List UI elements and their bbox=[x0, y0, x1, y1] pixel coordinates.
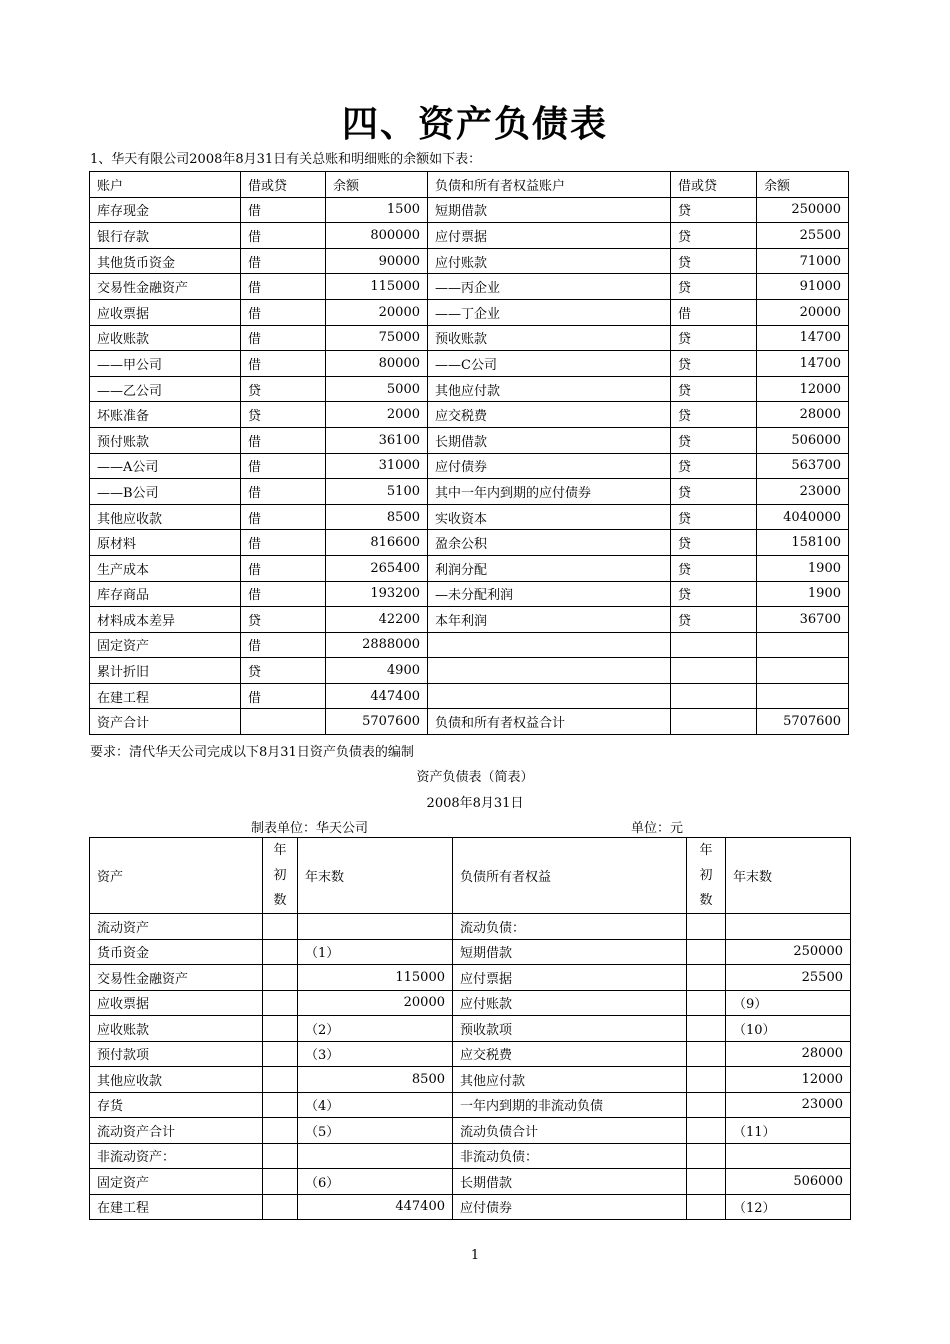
table-cell bbox=[687, 1092, 726, 1118]
table-cell: 固定资产 bbox=[90, 1169, 263, 1195]
table-cell: 应付债券 bbox=[453, 1194, 687, 1220]
table-header-row bbox=[90, 838, 851, 914]
table-cell: （4） bbox=[298, 1092, 453, 1118]
table-row bbox=[90, 479, 849, 505]
table-cell bbox=[671, 658, 757, 684]
table-cell: 36100 bbox=[326, 427, 428, 453]
table-cell: ——丙企业 bbox=[428, 274, 671, 300]
table-row bbox=[90, 1143, 851, 1169]
table-cell: 长期借款 bbox=[428, 427, 671, 453]
table-cell: 累计折旧 bbox=[90, 658, 241, 684]
table-cell bbox=[263, 1016, 298, 1042]
table-cell bbox=[726, 914, 851, 940]
table-cell: 贷 bbox=[671, 504, 757, 530]
table-cell: 贷 bbox=[241, 607, 326, 633]
table-cell bbox=[757, 632, 849, 658]
table-cell: 应收票据 bbox=[90, 299, 241, 325]
table-row bbox=[90, 658, 849, 684]
table-cell: 借 bbox=[241, 632, 326, 658]
table-cell: 本年利润 bbox=[428, 607, 671, 633]
table-cell: 4040000 bbox=[757, 504, 849, 530]
table-row bbox=[90, 990, 851, 1016]
table-cell bbox=[263, 1092, 298, 1118]
table-cell: 31000 bbox=[326, 453, 428, 479]
table-cell: ——A公司 bbox=[90, 453, 241, 479]
table-cell bbox=[263, 939, 298, 965]
table-row bbox=[90, 607, 849, 633]
table-cell: 交易性金融资产 bbox=[90, 274, 241, 300]
table-cell: 库存商品 bbox=[90, 581, 241, 607]
table-cell: 563700 bbox=[757, 453, 849, 479]
table-cell: 其他应收款 bbox=[90, 504, 241, 530]
table-cell: 447400 bbox=[326, 683, 428, 709]
table-cell: 借 bbox=[241, 223, 326, 249]
header-char: 数 bbox=[699, 893, 713, 908]
table-row bbox=[90, 402, 849, 428]
table-cell: 265400 bbox=[326, 555, 428, 581]
table-cell: 银行存款 bbox=[90, 223, 241, 249]
table-header-row bbox=[90, 172, 849, 198]
header-char: 年 bbox=[699, 843, 713, 858]
table-cell: ——丁企业 bbox=[428, 299, 671, 325]
table-cell: 193200 bbox=[326, 581, 428, 607]
table-cell: 预付账款 bbox=[90, 427, 241, 453]
table-cell: 8500 bbox=[298, 1067, 453, 1093]
table-cell: 借 bbox=[241, 427, 326, 453]
table-cell: 91000 bbox=[757, 274, 849, 300]
column-header: 资产 bbox=[90, 838, 263, 914]
table-cell: 流动负债： bbox=[453, 914, 687, 940]
table-cell: 应收账款 bbox=[90, 1016, 263, 1042]
table-cell bbox=[263, 1041, 298, 1067]
table-cell: 其他应付款 bbox=[453, 1067, 687, 1093]
column-header: 年末数 bbox=[726, 838, 851, 914]
table-cell: 固定资产 bbox=[90, 632, 241, 658]
table-cell bbox=[687, 1041, 726, 1067]
table-cell bbox=[263, 990, 298, 1016]
table-cell: 25500 bbox=[757, 223, 849, 249]
table-cell: 借 bbox=[241, 555, 326, 581]
table-cell: 250000 bbox=[726, 939, 851, 965]
table-row bbox=[90, 1092, 851, 1118]
table-cell: 71000 bbox=[757, 248, 849, 274]
table-cell: （11） bbox=[726, 1118, 851, 1144]
table-cell bbox=[687, 1169, 726, 1195]
table-cell: 应付账款 bbox=[453, 990, 687, 1016]
table-row bbox=[90, 325, 849, 351]
table-cell: 28000 bbox=[726, 1041, 851, 1067]
table-cell: 非流动负债： bbox=[453, 1143, 687, 1169]
table-cell: 应付票据 bbox=[428, 223, 671, 249]
table-cell: 贷 bbox=[671, 223, 757, 249]
table-cell bbox=[263, 1067, 298, 1093]
table-cell bbox=[263, 1143, 298, 1169]
table-cell: 流动资产 bbox=[90, 914, 263, 940]
table-row bbox=[90, 683, 849, 709]
table-cell: 14700 bbox=[757, 325, 849, 351]
table-cell: 其他应付款 bbox=[428, 376, 671, 402]
table-cell bbox=[428, 683, 671, 709]
table-cell: 短期借款 bbox=[453, 939, 687, 965]
table-cell bbox=[671, 683, 757, 709]
table-cell: 长期借款 bbox=[453, 1169, 687, 1195]
column-header: 负债所有者权益 bbox=[453, 838, 687, 914]
table-cell: 流动负债合计 bbox=[453, 1118, 687, 1144]
table-cell: 贷 bbox=[671, 530, 757, 556]
table-cell: 23000 bbox=[757, 479, 849, 505]
table-cell: 贷 bbox=[671, 402, 757, 428]
table-cell: 贷 bbox=[671, 248, 757, 274]
column-header: 余额 bbox=[757, 172, 849, 198]
table-row bbox=[90, 248, 849, 274]
table-row bbox=[90, 274, 849, 300]
table-row bbox=[90, 351, 849, 377]
table-cell: 借 bbox=[241, 479, 326, 505]
table-row bbox=[90, 965, 851, 991]
table-cell: 一年内到期的非流动负债 bbox=[453, 1092, 687, 1118]
table-cell: 在建工程 bbox=[90, 683, 241, 709]
table-cell: 90000 bbox=[326, 248, 428, 274]
table-cell: 借 bbox=[241, 453, 326, 479]
table-cell: 盈余公积 bbox=[428, 530, 671, 556]
page-number: 1 bbox=[470, 1248, 480, 1263]
table-cell: 借 bbox=[241, 504, 326, 530]
sheet-date: 2008年8月31日 bbox=[426, 796, 524, 811]
column-header bbox=[687, 838, 726, 914]
table-cell: 447400 bbox=[298, 1194, 453, 1220]
table-cell bbox=[687, 1118, 726, 1144]
table-cell: 115000 bbox=[326, 274, 428, 300]
table-cell: ——甲公司 bbox=[90, 351, 241, 377]
table-cell: 23000 bbox=[726, 1092, 851, 1118]
table-cell: 流动资产合计 bbox=[90, 1118, 263, 1144]
table-cell: 借 bbox=[241, 581, 326, 607]
table-cell: 115000 bbox=[298, 965, 453, 991]
column-header: 账户 bbox=[90, 172, 241, 198]
table-cell bbox=[687, 1016, 726, 1042]
table-cell: 应交税费 bbox=[453, 1041, 687, 1067]
maker-label: 制表单位：华天公司 bbox=[251, 821, 369, 836]
column-header: 年末数 bbox=[298, 838, 453, 914]
table-cell bbox=[726, 1143, 851, 1169]
table-cell: 借 bbox=[241, 683, 326, 709]
table-cell: 坏账准备 bbox=[90, 402, 241, 428]
table-cell bbox=[428, 658, 671, 684]
table-cell: 预收账款 bbox=[428, 325, 671, 351]
table-cell: 应付账款 bbox=[428, 248, 671, 274]
table-cell: 2000 bbox=[326, 402, 428, 428]
table-cell: 非流动资产： bbox=[90, 1143, 263, 1169]
table-cell: 其中一年内到期的应付债券 bbox=[428, 479, 671, 505]
table-cell bbox=[687, 1143, 726, 1169]
table-cell: 贷 bbox=[671, 555, 757, 581]
column-header: 借或贷 bbox=[241, 172, 326, 198]
table-cell: 其他货币资金 bbox=[90, 248, 241, 274]
requirement-text: 要求：清代华天公司完成以下8月31日资产负债表的编制 bbox=[90, 745, 414, 760]
table-row bbox=[90, 1067, 851, 1093]
table-cell: 利润分配 bbox=[428, 555, 671, 581]
table-cell bbox=[263, 914, 298, 940]
table-cell: 506000 bbox=[757, 427, 849, 453]
table-row bbox=[90, 709, 849, 735]
table-cell: 资产合计 bbox=[90, 709, 241, 735]
table-row bbox=[90, 504, 849, 530]
table-cell: 生产成本 bbox=[90, 555, 241, 581]
table-cell: 贷 bbox=[671, 479, 757, 505]
table-cell: 负债和所有者权益合计 bbox=[428, 709, 671, 735]
table-cell: 实收资本 bbox=[428, 504, 671, 530]
table-cell: 36700 bbox=[757, 607, 849, 633]
table-cell: 贷 bbox=[671, 427, 757, 453]
table-cell: （1） bbox=[298, 939, 453, 965]
table-cell: （2） bbox=[298, 1016, 453, 1042]
table-cell: 20000 bbox=[757, 299, 849, 325]
table-cell: 1900 bbox=[757, 555, 849, 581]
table-cell bbox=[298, 914, 453, 940]
table-row bbox=[90, 453, 849, 479]
table-cell: 应收票据 bbox=[90, 990, 263, 1016]
table-cell: 5100 bbox=[326, 479, 428, 505]
table-cell: 20000 bbox=[298, 990, 453, 1016]
column-header: 借或贷 bbox=[671, 172, 757, 198]
table-cell: 借 bbox=[241, 248, 326, 274]
table-cell bbox=[671, 632, 757, 658]
table-cell: （5） bbox=[298, 1118, 453, 1144]
table-row bbox=[90, 1118, 851, 1144]
page-title: 四、资产负债表 bbox=[341, 103, 608, 145]
table-cell: 75000 bbox=[326, 325, 428, 351]
table-cell bbox=[263, 965, 298, 991]
table-cell: 12000 bbox=[726, 1067, 851, 1093]
table-row bbox=[90, 939, 851, 965]
column-header: 余额 bbox=[326, 172, 428, 198]
table-cell: 25500 bbox=[726, 965, 851, 991]
table-cell: 1900 bbox=[757, 581, 849, 607]
table-row bbox=[90, 1169, 851, 1195]
table-cell bbox=[241, 709, 326, 735]
table-cell: 预付款项 bbox=[90, 1041, 263, 1067]
table-row bbox=[90, 299, 849, 325]
table-cell: 应付票据 bbox=[453, 965, 687, 991]
sheet-title: 资产负债表（简表） bbox=[416, 770, 534, 785]
table-row bbox=[90, 632, 849, 658]
table-cell bbox=[757, 658, 849, 684]
table-cell: 贷 bbox=[671, 376, 757, 402]
table-cell: 14700 bbox=[757, 351, 849, 377]
table-cell: 贷 bbox=[241, 376, 326, 402]
table-cell: 5000 bbox=[326, 376, 428, 402]
table-cell: 贷 bbox=[671, 274, 757, 300]
header-char: 数 bbox=[273, 893, 287, 908]
table-cell: 158100 bbox=[757, 530, 849, 556]
table-row bbox=[90, 914, 851, 940]
table-cell: 借 bbox=[671, 299, 757, 325]
table-cell: 应交税费 bbox=[428, 402, 671, 428]
table-cell bbox=[757, 683, 849, 709]
column-header bbox=[263, 838, 298, 914]
table-row bbox=[90, 1041, 851, 1067]
table-cell bbox=[687, 990, 726, 1016]
table-cell: 材料成本差异 bbox=[90, 607, 241, 633]
table-cell: 借 bbox=[241, 351, 326, 377]
table-cell: 贷 bbox=[241, 402, 326, 428]
table-cell: 800000 bbox=[326, 223, 428, 249]
unit-label: 单位：元 bbox=[631, 821, 684, 836]
balances-table bbox=[89, 171, 849, 735]
header-char: 初 bbox=[273, 868, 287, 883]
table-cell bbox=[263, 1194, 298, 1220]
table-cell: 预收款项 bbox=[453, 1016, 687, 1042]
table-cell bbox=[298, 1143, 453, 1169]
table-cell bbox=[687, 939, 726, 965]
table-row bbox=[90, 1016, 851, 1042]
table-cell: 借 bbox=[241, 530, 326, 556]
column-header: 负债和所有者权益账户 bbox=[428, 172, 671, 198]
table-cell: 存货 bbox=[90, 1092, 263, 1118]
table-cell: 贷 bbox=[671, 197, 757, 223]
table-cell: 2888000 bbox=[326, 632, 428, 658]
table-cell: 12000 bbox=[757, 376, 849, 402]
balance-sheet-table bbox=[89, 837, 851, 1220]
table-cell bbox=[687, 965, 726, 991]
table-cell: 借 bbox=[241, 197, 326, 223]
table-cell: 250000 bbox=[757, 197, 849, 223]
table-cell: 贷 bbox=[241, 658, 326, 684]
header-char: 初 bbox=[699, 868, 713, 883]
table-cell: 贷 bbox=[671, 607, 757, 633]
table-cell bbox=[687, 914, 726, 940]
table-row bbox=[90, 427, 849, 453]
table-cell bbox=[428, 632, 671, 658]
table-cell: 借 bbox=[241, 299, 326, 325]
table-cell: 4900 bbox=[326, 658, 428, 684]
table-cell: —未分配利润 bbox=[428, 581, 671, 607]
table-cell: （3） bbox=[298, 1041, 453, 1067]
table-cell: 506000 bbox=[726, 1169, 851, 1195]
table-cell: （12） bbox=[726, 1194, 851, 1220]
intro-text: 1、华天有限公司2008年8月31日有关总账和明细账的余额如下表： bbox=[90, 152, 482, 167]
table-cell: 库存现金 bbox=[90, 197, 241, 223]
table-cell: 80000 bbox=[326, 351, 428, 377]
table-row bbox=[90, 197, 849, 223]
table-cell bbox=[671, 709, 757, 735]
table-cell: 短期借款 bbox=[428, 197, 671, 223]
table-cell: 借 bbox=[241, 325, 326, 351]
table-cell: ——乙公司 bbox=[90, 376, 241, 402]
table-cell: 20000 bbox=[326, 299, 428, 325]
table-cell: 5707600 bbox=[326, 709, 428, 735]
table-row bbox=[90, 1194, 851, 1220]
table-cell: ——B公司 bbox=[90, 479, 241, 505]
table-cell: （9） bbox=[726, 990, 851, 1016]
table-cell: （10） bbox=[726, 1016, 851, 1042]
table-cell: 其他应收款 bbox=[90, 1067, 263, 1093]
table-cell: （6） bbox=[298, 1169, 453, 1195]
table-cell: 原材料 bbox=[90, 530, 241, 556]
table-cell bbox=[263, 1169, 298, 1195]
table-cell: 贷 bbox=[671, 351, 757, 377]
table-cell: 28000 bbox=[757, 402, 849, 428]
table-cell: 应付债券 bbox=[428, 453, 671, 479]
table-cell: 借 bbox=[241, 274, 326, 300]
table-row bbox=[90, 530, 849, 556]
table-row bbox=[90, 376, 849, 402]
table-cell bbox=[687, 1194, 726, 1220]
table-cell: 贷 bbox=[671, 453, 757, 479]
table-cell: 贷 bbox=[671, 581, 757, 607]
table-row bbox=[90, 581, 849, 607]
header-char: 年 bbox=[273, 843, 287, 858]
table-cell: 816600 bbox=[326, 530, 428, 556]
table-cell: 贷 bbox=[671, 325, 757, 351]
table-cell: 交易性金融资产 bbox=[90, 965, 263, 991]
table-cell bbox=[263, 1118, 298, 1144]
table-cell: 1500 bbox=[326, 197, 428, 223]
table-cell: ——C公司 bbox=[428, 351, 671, 377]
table-cell: 8500 bbox=[326, 504, 428, 530]
table-cell bbox=[687, 1067, 726, 1093]
table-cell: 5707600 bbox=[757, 709, 849, 735]
table-row bbox=[90, 555, 849, 581]
table-row bbox=[90, 223, 849, 249]
table-cell: 货币资金 bbox=[90, 939, 263, 965]
table-cell: 应收账款 bbox=[90, 325, 241, 351]
table-cell: 在建工程 bbox=[90, 1194, 263, 1220]
table-cell: 42200 bbox=[326, 607, 428, 633]
